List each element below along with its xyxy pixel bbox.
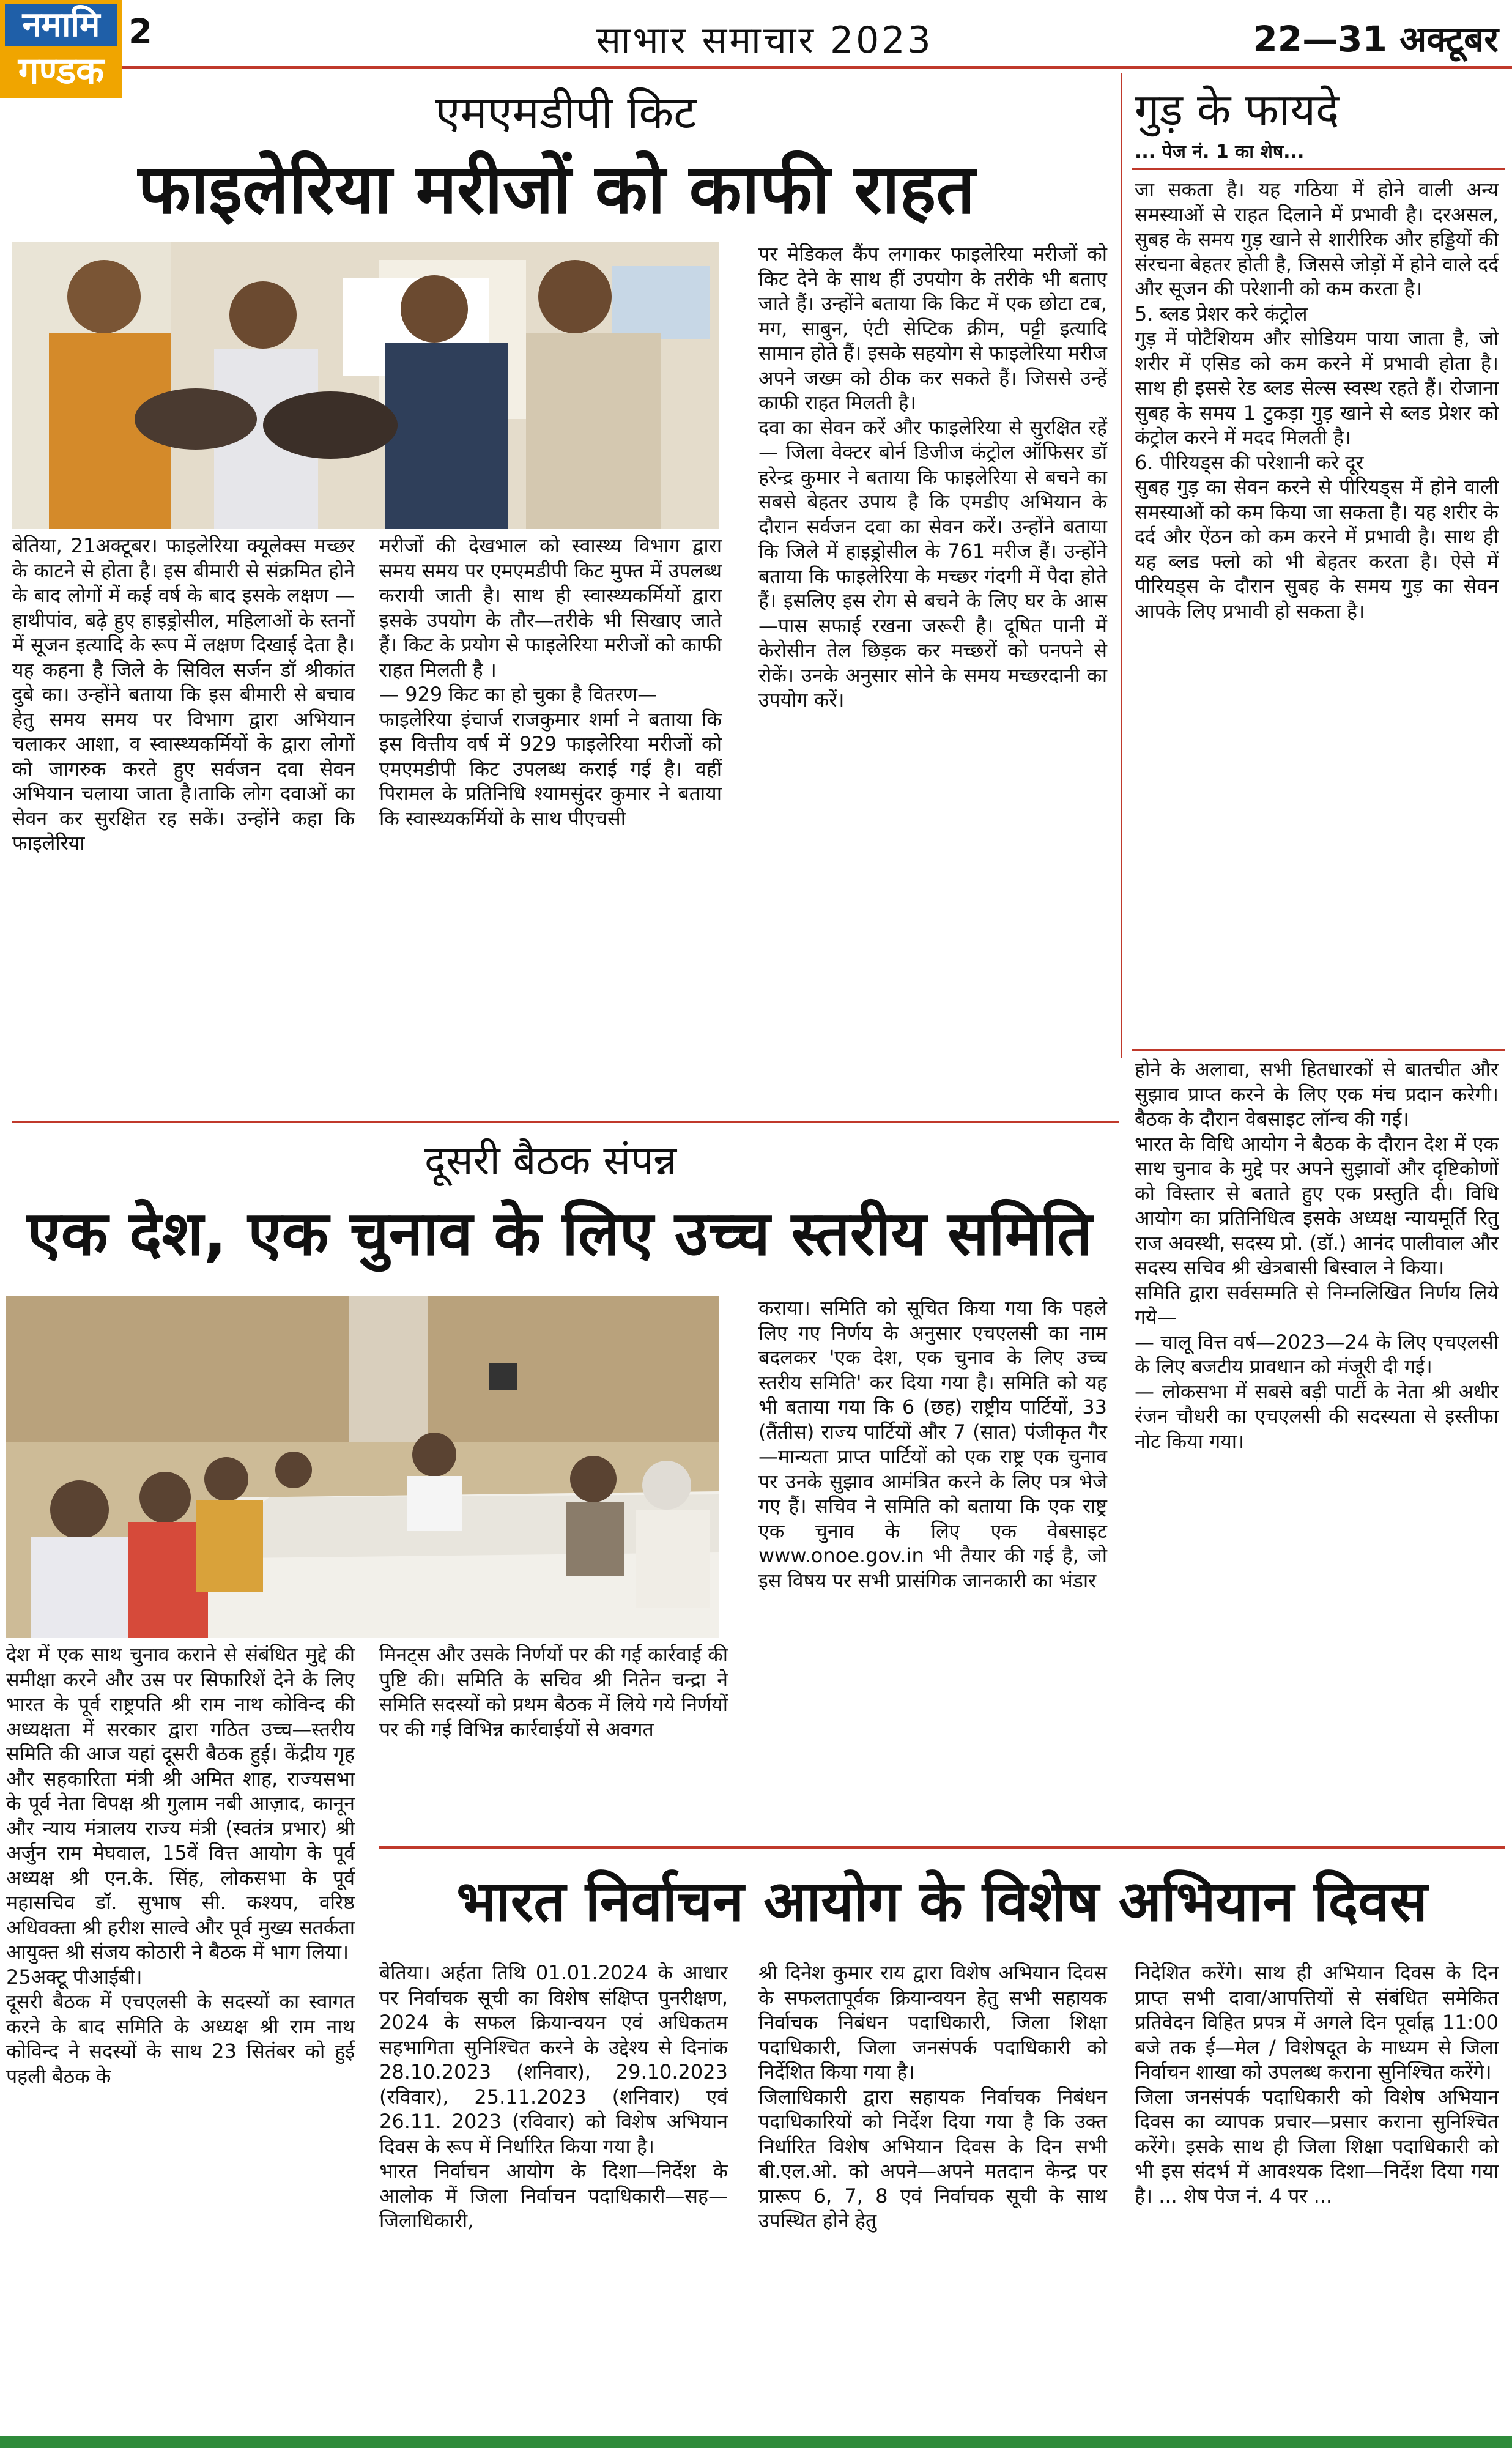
article1-col1: बेतिया, 21अक्टूबर। फाइलेरिया क्यूलेक्स मच्छर के काटने से होता है। इस बीमारी से संक्रमित होने के बाद लोगों में कई वर्ष के बाद इसके लक्षण —हाथीपांव, बढ़े हुए हाइड्रोसील, महिलाओं के स्तनों में सूजन इत्यादि के रूप में लक्षण दिखाई देता है। यह कहना है जिले के सिविल सर्जन डॉ श्रीकांत दुबे का। उन्होंने बताया कि इस बीमारी से बचाव हेतु समय समय पर विभाग द्वारा अभियान चलाकर आशा, व स्वास्थ्यकर्मियों के द्वारा लोगों को जागरुक करते हुए सर्वजन दवा सेवन अभियान चलाया जाता है।ताकि लोग दवाओं का सेवन कर सुरक्षित रह सकें। उन्होंने कहा कि फाइलेरिया xyxy=(12,534,355,855)
sidebar-headline: गुड़ के फायदे xyxy=(1135,84,1340,135)
article3-headline: भारत निर्वाचन आयोग के विशेष अभियान दिवस xyxy=(456,1869,1428,1934)
sidebar-rule xyxy=(1132,168,1505,170)
sidebar-body: जा सकता है। यह गठिया में होने वाली अन्य समस्याओं से राहत दिलाने में प्रभावी है। दरअसल, सुबह के समय गुड़ खाने से शारीरिक और हड्डियों की संरचना बेहतर होती है, जिससे जोड़ों में होने वाले दर्द और सूजन की परेशानी को कम करता है। 5. ब्लड प्रेशर करे कंट्रोल गुड़ में पोटैशियम और सोडियम पाया जाता है, जो शरीर में एसिड को कम करने में प्रभावी होता है। साथ ही इससे रेड ब्लड सेल्स स्वस्थ रहते हैं। रोजाना सुबह के समय 1 टुकड़ा गुड़ खाने से ब्लड प्रेशर को कंट्रोल करने में मदद मिलती है। 6. पीरियड्स की परेशानी करे दूर सुबह गुड़ का सेवन करने से पीरियड्स में होने वाली समस्याओं को कम किया जा सकता है। यह शरीर के दर्द और ऐंठन को कम करने में प्रभावी है। साथ ही यह ब्लड फ्लो को भी बेहतर करता है। ऐसे में पीरियड्स के दौरान सुबह के समय गुड़ का सेवन आपके लिए प्रभावी हो सकता है। xyxy=(1135,178,1499,623)
masthead-rule xyxy=(122,66,1512,69)
sidebar-divider xyxy=(1121,73,1122,1058)
article3-col1: बेतिया। अर्हता तिथि 01.01.2024 के आधार पर निर्वाचक सूची का विशेष संक्षिप्त पुनरीक्षण, 2024 के सफल क्रियान्वयन एवं अधिकतम सहभागिता सुनिश्चित करने के उद्देश्य से दिनांक 28.10.2023 (शनिवार), 29.10.2023 (रविवार), 25.11.2023 (शनिवार) एवं 26.11. 2023 (रविवार) को विशेष अभियान दिवस के रूप में निर्धारित किया गया है। भारत निर्वाचन आयोग के दिशा—निर्देश के आलोक में जिला निर्वाचन पदाधिकारी—सह—जिलाधिकारी, xyxy=(379,1961,728,2232)
article1-photo-illustration xyxy=(12,242,719,529)
article1-photo xyxy=(12,242,719,529)
article2-photo-illustration xyxy=(6,1296,719,1638)
article1-kicker: एमएमडीपी किट xyxy=(435,86,697,139)
article2-col3: कराया। समिति को सूचित किया गया कि पहले लिए गए निर्णय के अनुसार एचएलसी का नाम बदलकर 'एक देश, एक चुनाव के लिए उच्च स्तरीय समिति' कर दिया गया है। समिति को यह भी बताया गया कि 6 (छह) राष्ट्रीय पार्टियों, 33 (तैंतीस) राज्य पार्टियों और 7 (सात) पंजीकृत गैर—मान्यता प्राप्त पार्टियों को एक राष्ट्र एक चुनाव पर उनके सुझाव आमंत्रित करने के लिए पत्र भेजे गए हैं। सचिव ने समिति को बताया कि एक राष्ट्र एक चुनाव के लिए एक वेबसाइट www.onoe.gov.in भी तैयार की गई है, जो इस विषय पर सभी प्रासंगिक जानकारी का भंडार xyxy=(758,1296,1107,1592)
article2-col1: देश में एक साथ चुनाव कराने से संबंधित मुद्दे की समीक्षा करने और उस पर सिफारिशें देने के लिए भारत के पूर्व राष्ट्रपति श्री राम नाथ कोविन्द की अध्यक्षता में सरकार द्वारा गठित उच्च—स्तरीय समिति की आज यहां दूसरी बैठक हुई। केंद्रीय गृह और सहकारिता मंत्री श्री अमित शाह, राज्यसभा के पूर्व नेता विपक्ष श्री गुलाम नबी आज़ाद, कानून और न्याय मंत्रालय राज्य मंत्री (स्वतंत्र प्रभार) श्री अर्जुन राम मेघवाल, 15वें वित्त आयोग के पूर्व अध्यक्ष श्री एन.के. सिंह, लोकसभा के पूर्व महासचिव डॉ. सुभाष सी. कश्यप, वरिष्ठ अधिवक्ता श्री हरीश साल्वे और पूर्व मुख्य सतर्कता आयुक्त श्री संजय कोठारी ने बैठक में भाग लिया। 25अक्टू पीआईबी। दूसरी बैठक में एचएलसी के सदस्यों का स्वागत करने के बाद समिति के अध्यक्ष श्री राम नाथ कोविन्द ने सदस्यों के साथ 23 सितंबर को हुई पहली बैठक के xyxy=(6,1643,355,2088)
sidebar-bottom-rule xyxy=(1132,1049,1505,1051)
masthead-date: 22—31 अक्टूबर xyxy=(1253,18,1499,60)
article1-headline: फाइलेरिया मरीजों को काफी राहत xyxy=(138,150,976,229)
article3-col2: श्री दिनेश कुमार राय द्वारा विशेष अभियान दिवस के सफलतापूर्वक क्रियान्वयन हेतु सभी सहायक निर्वाचक निबंधन पदाधिकारी, जिला शिक्षा पदाधिकारी, जिला जनसंपर्क पदाधिकारी को निर्देशित किया गया है। जिलाधिकारी द्वारा सहायक निर्वाचक निबंधन पदाधिकारियों को निर्देश दिया गया है कि उक्त निर्धारित विशेष अभियान दिवस के दिन सभी बी.एल.ओ. को अपने—अपने मतदान केन्द्र पर प्रारूप 6, 7, 8 एवं निर्वाचक सूची के साथ उपस्थित होने हेतु xyxy=(758,1961,1107,2232)
logo-line-1: नमामि xyxy=(5,4,117,46)
page-number: 2 xyxy=(128,12,152,52)
article2-col2: मिनट्स और उसके निर्णयों पर की गई कार्रवाई की पुष्टि की। समिति के सचिव श्री नितेन चन्द्रा ने समिति सदस्यों को प्रथम बैठक में लिये गये निर्णयों पर की गई विभिन्न कार्रवाईयों से अवगत xyxy=(379,1643,728,1741)
masthead-logo xyxy=(0,0,122,98)
sidebar-continuation: ... पेज नं. 1 का शेष... xyxy=(1135,141,1305,163)
masthead-title: साभार समाचार 2023 xyxy=(596,19,933,62)
article1-col3: पर मेडिकल कैंप लगाकर फाइलेरिया मरीजों को किट देने के साथ हीं उपयोग के तरीके भी बताए जाते हैं। उन्होंने बताया कि किट में एक छोटा टब, मग, साबुन, एंटी सेप्टिक क्रीम, पट्टी इत्यादि सामान होते हैं। इसके सहयोग से फाइलेरिया मरीज अपने जख्म को ठीक कर सकते हैं। जिससे उन्हें काफी राहत मिलती है। दवा का सेवन करें और फाइलेरिया से सुरक्षित रहें— जिला वेक्टर बोर्न डिजीज कंट्रोल ऑफिसर डॉ हरेन्द्र कुमार ने बताया कि फाइलेरिया से बचने का सबसे बेहतर उपाय है कि एमडीए अभियान के दौरान सर्वजन दवा का सेवन करें। उन्होंने बताया कि जिले में हाइड्रोसील के 761 मरीज हैं। उन्होंने बताया कि फाइलेरिया के मच्छर गंदगी में पैदा होते हैं। इसलिए इस रोग से बचने के लिए घर के आस—पास सफाई रखना जरूरी है। दूषित पानी में केरोसीन तेल छिड़क कर मच्छरों को पनपने से रोकें। उनके अनुसार सोने के समय मच्छरदानी का उपयोग करें। xyxy=(758,242,1107,711)
article2-photo xyxy=(6,1296,719,1638)
logo-line-2: गण्डक xyxy=(18,50,105,92)
article2-col4: होने के अलावा, सभी हितधारकों से बातचीत और सुझाव प्राप्त करने के लिए एक मंच प्रदान करेगी। बैठक के दौरान वेबसाइट लॉन्च की गई। भारत के विधि आयोग ने बैठक के दौरान देश में एक साथ चुनाव के मुद्दे पर अपने सुझावों और दृष्टिकोणों को विस्तार से बताते हुए एक प्रस्तुति दी। विधि आयोग का प्रतिनिधित्व इसके अध्यक्ष न्यायमूर्ति रितु राज अवस्थी, सदस्य प्रो. (डॉ.) आनंद पालीवाल और सदस्य सचिव श्री खेत्रबासी बिस्वाल ने किया। समिति द्वारा सर्वसम्मति से निम्नलिखित निर्णय लिये गये— — चालू वित्त वर्ष—2023—24 के लिए एचएलसी के लिए बजटीय प्रावधान को मंजूरी दी गई। — लोकसभा में सबसे बड़ी पार्टी के नेता श्री अधीर रंजन चौधरी का एचएलसी की सदस्यता से इस्तीफा नोट किया गया। xyxy=(1135,1058,1499,1453)
article2-bottom-rule xyxy=(379,1846,1505,1849)
article1-col2: मरीजों की देखभाल को स्वास्थ्य विभाग द्वारा समय समय पर एमएमडीपी किट मुफ्त में उपलब्ध करायी जाती है। साथ ही स्वास्थ्यकर्मियों द्वारा इसके उपयोग के तौर—तरीके भी सिखाए जाते हैं। किट के प्रयोग से फाइलेरिया मरीजों को काफी राहत मिलती है । — 929 किट का हो चुका है वितरण— फाइलेरिया इंचार्ज राजकुमार शर्मा ने बताया कि इस वित्तीय वर्ष में 929 फाइलेरिया मरीजों को एमएमडीपी किट उपलब्ध कराई गई है। वहीं पिरामल के प्रतिनिधि श्यामसुंदर कुमार ने बताया कि स्वास्थ्यकर्मियों के साथ पीएचसी xyxy=(379,534,722,830)
article2-headline: एक देश, एक चुनाव के लिए उच्च स्तरीय समिति xyxy=(27,1198,1092,1269)
footer-strip xyxy=(0,2436,1512,2448)
article1-bottom-rule xyxy=(12,1121,1119,1123)
article2-kicker: दूसरी बैठक संपन्न xyxy=(424,1137,677,1184)
article3-col3: निदेशित करेंगे। साथ ही अभियान दिवस के दिन प्राप्त सभी दावा/आपत्तियों से संबंधित समेकित प्रतिवेदन विहित प्रपत्र में अगले दिन पूर्वाह्न 11:00 बजे तक ई—मेल / विशेषदूत के माध्यम से जिला निर्वाचन शाखा को उपलब्ध कराना सुनिश्चित करेंगे। जिला जनसंपर्क पदाधिकारी को विशेष अभियान दिवस का व्यापक प्रचार—प्रसार कराना सुनिश्चित करेंगे। इसके साथ ही जिला शिक्षा पदाधिकारी को भी इस संदर्भ में आवश्यक दिशा—निर्देश दिया गया है। ... शेष पेज नं. 4 पर ... xyxy=(1135,1961,1499,2208)
